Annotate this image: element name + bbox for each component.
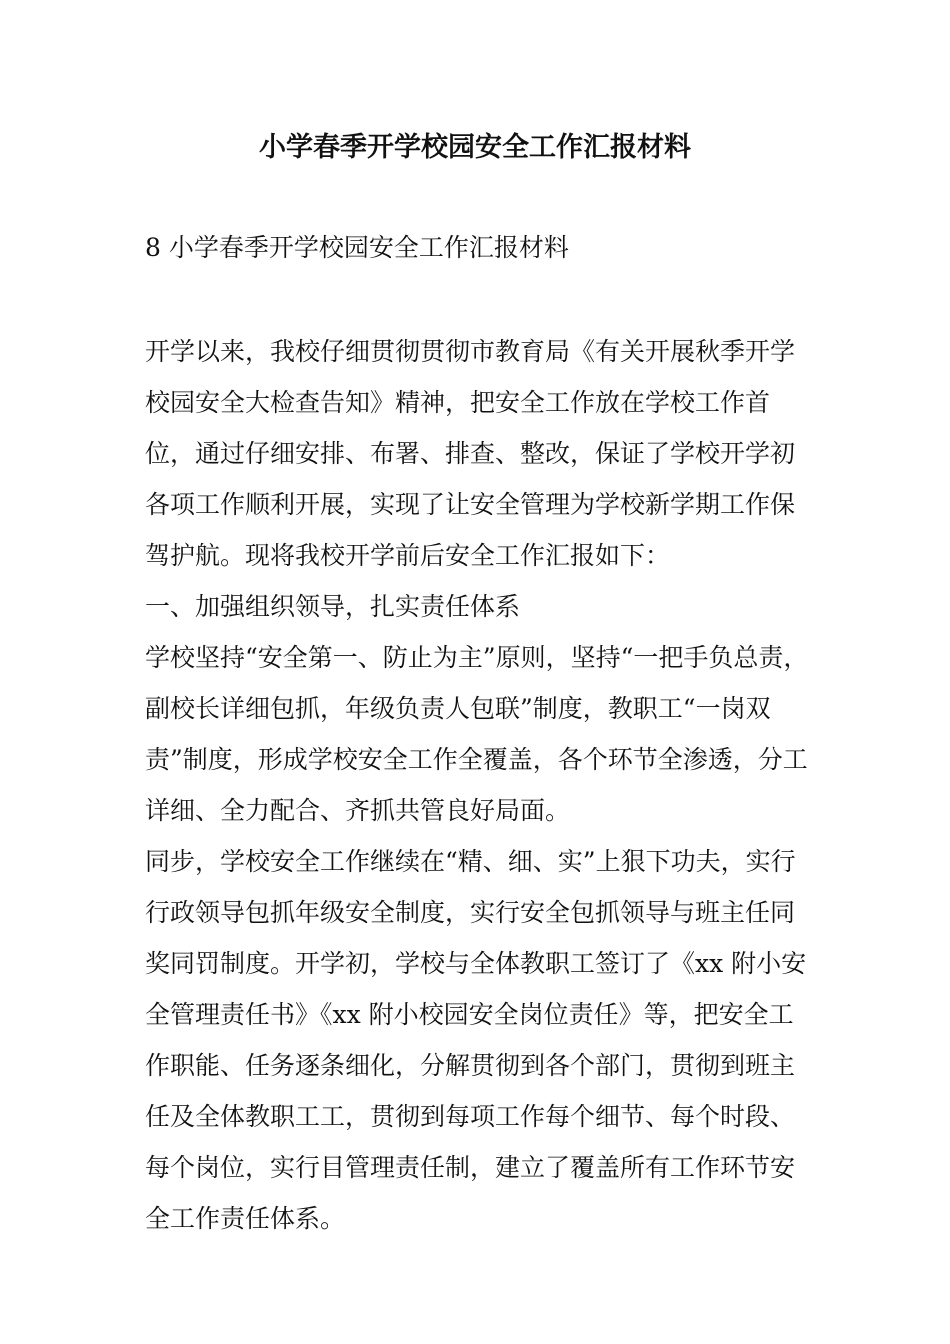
paragraph-implementation: 同步，学校安全工作继续在“精、细、实”上狠下功夫，实行行政领导包抓年级安全制度，实行安全包抓领导与班主任同奖同罚制度。开学初，学校与全体教职工签订了《xx 附小安全管理责任书》《xx 附小校园安全岗位责任》等，把安全工作职能、任务逐条细化，分解贯彻到各个部门，贯彻到班主任及全体教职工工，贯彻到每项工作每个细节、每个时段、每个岗位，实行目管理责任制，建立了覆盖所有工作环节安全工作责任体系。 bbox=[145, 847, 807, 1233]
section-heading-1: 一、加强组织领导，扎实责任体系 bbox=[145, 592, 521, 621]
paragraph-intro: 开学以来，我校仔细贯彻贯彻市教育局《有关开展秋季开学校园安全大检查告知》精神，把安全工作放在学校工作首位，通过仔细安排、布署、排查、整改，保证了学校开学初各项工作顺利开展，实现了让安全管理为学校新学期工作保驾护航。现将我校开学前后安全工作汇报如下： bbox=[145, 337, 796, 570]
paragraph-responsibility: 学校坚持“安全第一、防止为主”原则，坚持“一把手负总责，副校长详细包抓，年级负责人包联”制度，教职工“一岗双责”制度，形成学校安全工作全覆盖，各个环节全渗透，分工详细、全力配合、齐抓共管良好局面。 bbox=[145, 643, 809, 825]
document-body bbox=[145, 326, 815, 1244]
document-subtitle: 8 小学春季开学校园安全工作汇报材料 bbox=[145, 233, 569, 262]
document-title: 小学春季开学校园安全工作汇报材料 bbox=[259, 132, 691, 163]
